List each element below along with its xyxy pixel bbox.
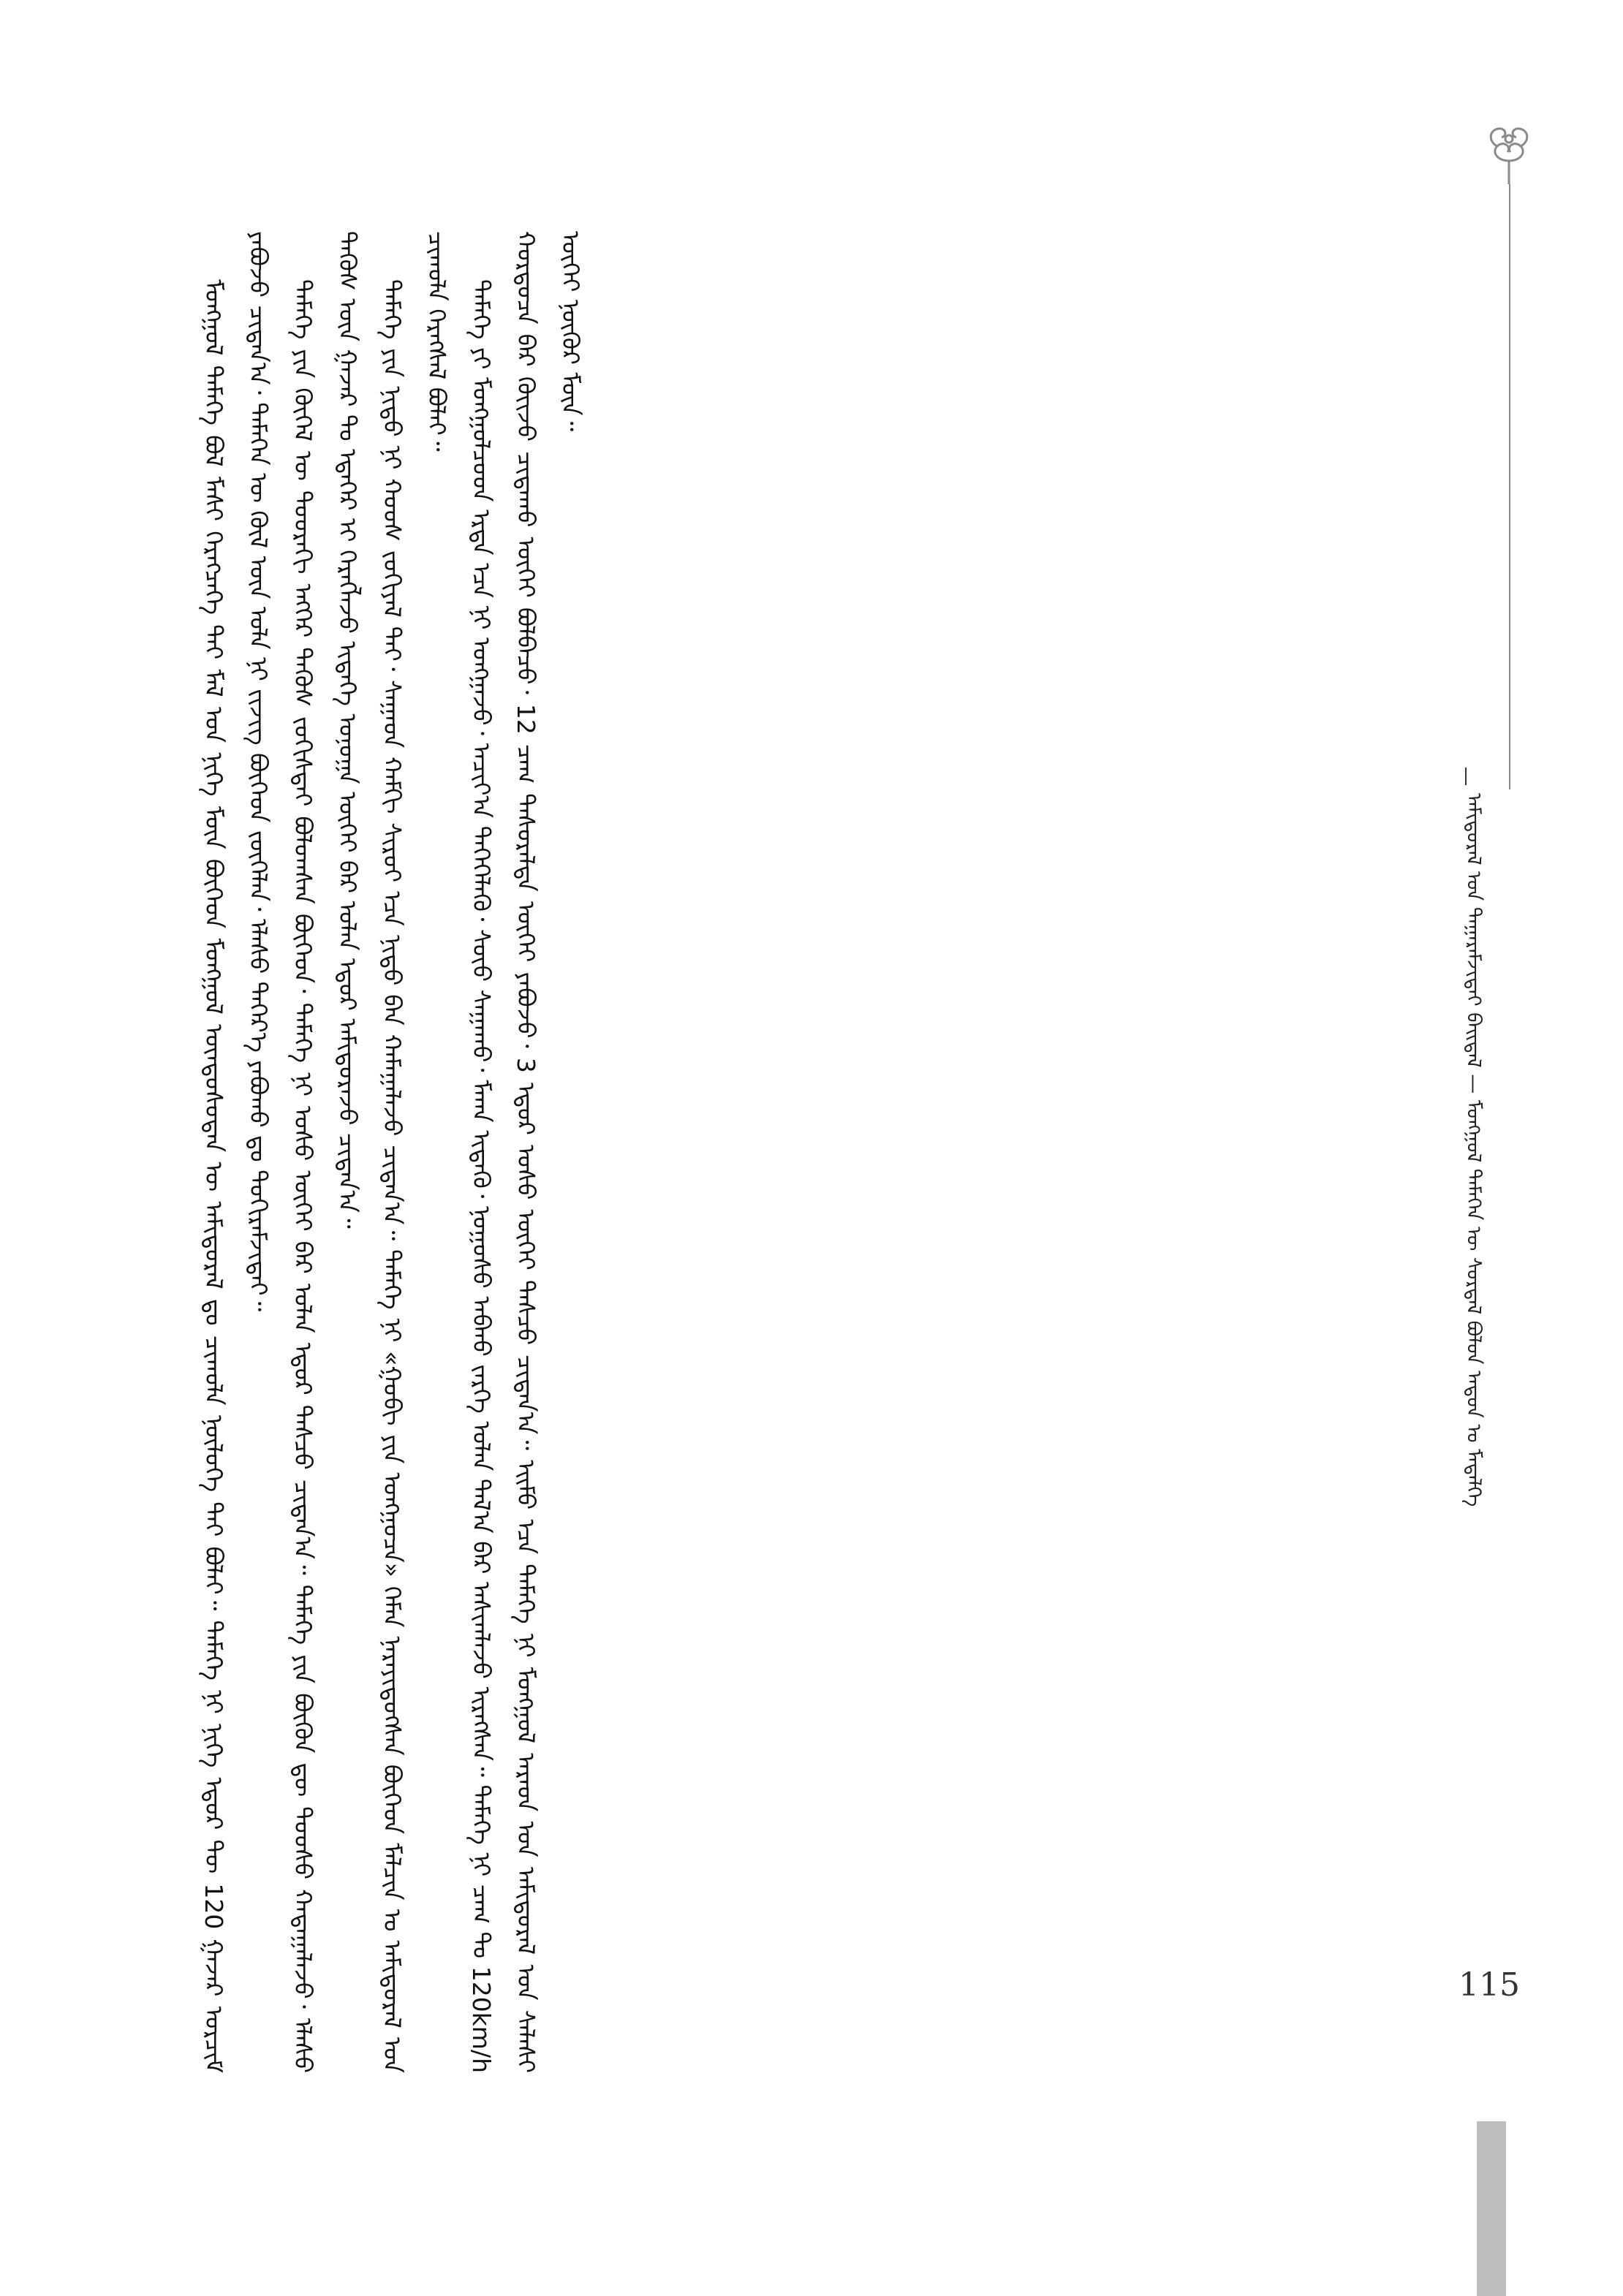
header-rule <box>1509 184 1510 789</box>
scroll-ornament-icon <box>1475 117 1543 184</box>
paragraph: ᠲᠡᠮᠡᠭᠡ ᠶᠢ ᠮᠣᠩᠭᠣᠯᠴᠤᠳ ᠡᠷᠲᠡ ᠡᠴᠡ ᠨᠢ ᠤᠩᠭᠠᠵᠤ᠂ ᠠᠴᠢᠶ᠎ᠠ ᠲᠡᠭᠡᠭᠡᠯᠡᠬᠦ᠂ ᠰᠦᠦ ᠰᠠᠭᠠᠬᠤ᠂ ᠮᠠᠬᠠ ᠢᠳᠡᠬᠦ᠂ ᠨᠣᠭᠤᠰᠤ ᠠᠪᠬᠤ ᠵᠡᠷᠭᠡ ᠣᠯᠠᠨ ᠲᠠᠯ᠎ᠠ ᠪᠠᠷ ᠠᠰᠢᠭᠯᠠᠵᠤ ᠢᠷᠡᠭᠰᠡᠨ᠃ ᠲᠡᠮᠡᠭᠡ ᠨᠢ ᠴᠠᠭ ᠲᠤ 120km/h ᠬᠤᠷᠳᠤᠴᠠ ᠪᠠᠷ ᠭᠦᠢᠵᠦ ᠴᠢᠳᠠᠬᠤ ᠦᠭᠡᠢ ᠪᠣᠯᠪᠠᠴᠤ᠂ 12 ᠴᠠᠭ ᠲᠠᠰᠤᠷᠠᠯᠲᠠ ᠦᠭᠡᠢ ᠶᠠᠪᠤᠵᠤ᠂ 3 ᠡᠳᠦᠷ ᠤᠰᠤ ᠦᠭᠡᠢ ᠲᠡᠰᠴᠦ ᠴᠢᠳᠠᠨ᠎ᠠ᠃ ᠡᠢᠮᠦ ᠡᠴᠡ ᠲᠡᠮᠡᠭᠡ ᠨᠢ ᠮᠣᠩᠭᠣᠯ ᠠᠷᠠᠳ ᠤᠨ ᠠᠮᠢᠳᠤᠷᠠᠯ ᠤᠨ ᠰᠠᠯᠠᠰᠢ ᠦᠭᠡᠢ ᠨᠥᠬᠦᠷ ᠮᠥᠨ᠃ <box>467 231 585 2073</box>
body-text <box>192 231 1230 2073</box>
thumb-tab <box>1477 2121 1506 2296</box>
page-number: 115 <box>1459 1966 1520 2004</box>
header-dash <box>1465 768 1467 785</box>
paragraph: ᠲᠡᠮᠡᠭᠡ ᠶᠢᠨ ᠨᠢᠳᠦ ᠨᠢ ᠬᠣᠣᠰ ᠵᠣᠬᠢᠶᠠᠯ ᠲᠠᠢ᠂ ᠰᠠᠭᠠᠳ ᠬᠠᠮᠬᠢ ᠰᠢᠷᠤᠢ ᠡᠴᠡ ᠨᠢᠳᠦ ᠪᠡᠨ ᠬᠠᠮᠠᠭᠠᠯᠠᠵᠤ ᠴᠢᠳᠠᠨ᠎ᠠ᠃ ᠲᠡᠮᠡᠭᠡ ᠨᠢ «ᠭᠣᠪᠢ ᠶᠢᠨ ᠣᠩᠭᠤᠴᠠ» ᠬᠡᠮᠡᠨ ᠨᠡᠷᠡᠶᠢᠳᠦᠭᠰᠡᠨ ᠪᠥᠭᠡᠳ ᠮᠠᠯᠴᠢᠨ ᠤ ᠠᠮᠢᠳᠤᠷᠠᠯ ᠤᠨ ᠴᠢᠬᠤᠯᠠ ᠬᠡᠷᠡᠭᠰᠡᠯ ᠪᠣᠯᠠᠢ᠃ <box>378 231 451 2073</box>
running-header: ᠠᠮᠢᠳᠤᠷᠠᠯ ᠤᠨ ᠲᠠᠭᠠᠷᠠᠮᠵᠢᠲᠠᠢ ᠪᠠᠢᠳᠠᠯ — ᠮᠣᠩᠭᠣᠯ ᠲᠡᠮᠡᠭᠡᠨ ᠦ ᠰᠤᠷᠲᠠᠯ ᠪᠣᠯᠤᠨ ᠠᠳᠤᠨ ᠤ ᠮᠡᠳᠡᠯᠭᠡ <box>1462 793 1485 1507</box>
paragraph: ᠲᠡᠮᠡᠭᠡ ᠶᠢᠨ ᠬᠥᠭᠡᠯ ᠦ ᠳᠣᠣᠷᠠᠬᠢ ᠡᠩᠭᠡᠷ ᠲᠡᠭᠦᠰ ᠵᠣᠬᠢᠰᠲᠠᠢ ᠪᠣᠯᠤᠭᠰᠠᠨ ᠪᠥᠭᠡᠳ᠂ ᠲᠡᠮᠡᠭᠡ ᠨᠢ ᠤᠰᠤ ᠦᠭᠡᠢ ᠪᠠᠷ ᠣᠯᠠᠨ ᠡᠳᠦᠷ ᠲᠡᠰᠴᠦ ᠴᠢᠳᠠᠨ᠎ᠠ᠃ ᠲᠡᠮᠡᠭᠡ ᠶᠢᠨ ᠪᠥᠬᠦᠨ ᠳᠦ ᠲᠣᠣᠰᠤ ᠬᠠᠳᠠᠭᠠᠯᠠᠵᠤ᠂ ᠡᠯᠡᠰᠦ ᠲᠡᠭᠦᠰ ᠦᠨ ᠭᠠᠵᠠᠷ ᠲᠤ ᠡᠳᠡᠭᠡᠷ ᠢ ᠬᠡᠷᠡᠭᠯᠡᠵᠦ ᠢᠳᠡᠭᠡ ᠤᠨᠤᠭᠠ ᠦᠭᠡᠢ ᠪᠠᠷ ᠣᠯᠠᠨ ᠡᠳᠦᠷ ᠠᠮᠢᠳᠤᠷᠠᠵᠤ ᠴᠢᠳᠠᠨ᠎ᠠ᠃ <box>289 231 362 2073</box>
paragraph: ᠮᠣᠩᠭᠣᠯ ᠲᠡᠮᠡᠭᠡ ᠪᠣᠯ ᠮᠠᠰᠢ ᠬᠡᠷᠡᠭᠴᠡᠭᠡ ᠲᠠᠢ ᠮᠠᠯ ᠤᠨ ᠨᠢᠭᠡ ᠮᠥᠨ ᠪᠥᠭᠡᠳ ᠮᠣᠩᠭᠣᠯ ᠦᠨᠳᠦᠰᠦᠲᠡᠨ ᠦ ᠠᠮᠢᠳᠤᠷᠠᠯ ᠳᠤ ᠴᠢᠬᠤᠯᠠ ᠨᠥᠯᠦᠭᠡ ᠲᠠᠢ ᠪᠣᠯᠠᠢ᠃ ᠲᠡᠮᠡᠭᠡ ᠨᠢ ᠨᠢᠭᠡ ᠡᠳᠦᠷ ᠲᠦ 120 ᠭᠠᠵᠠᠷ ᠣᠷᠴᠢᠮ ᠶᠠᠪᠤᠵᠤ ᠴᠢᠳᠠᠨ᠎ᠠ᠂ ᠲᠡᠮᠡᠭᠡᠨ ᠦ ᠬᠥᠯ ᠦᠨ ᠤᠯᠠ ᠨᠢ ᠵᠢᠵᠢᠭ ᠪᠥᠭᠡᠳ ᠵᠥᠭᠡᠯᠡᠨ᠂ ᠡᠯᠡᠰᠦ ᠳᠡᠭᠡᠷ᠎ᠡ ᠶᠠᠪᠤᠬᠤ ᠳᠤ ᠲᠤᠬᠢᠷᠠᠮᠵᠢᠲᠠᠢ᠃ <box>200 231 273 2073</box>
